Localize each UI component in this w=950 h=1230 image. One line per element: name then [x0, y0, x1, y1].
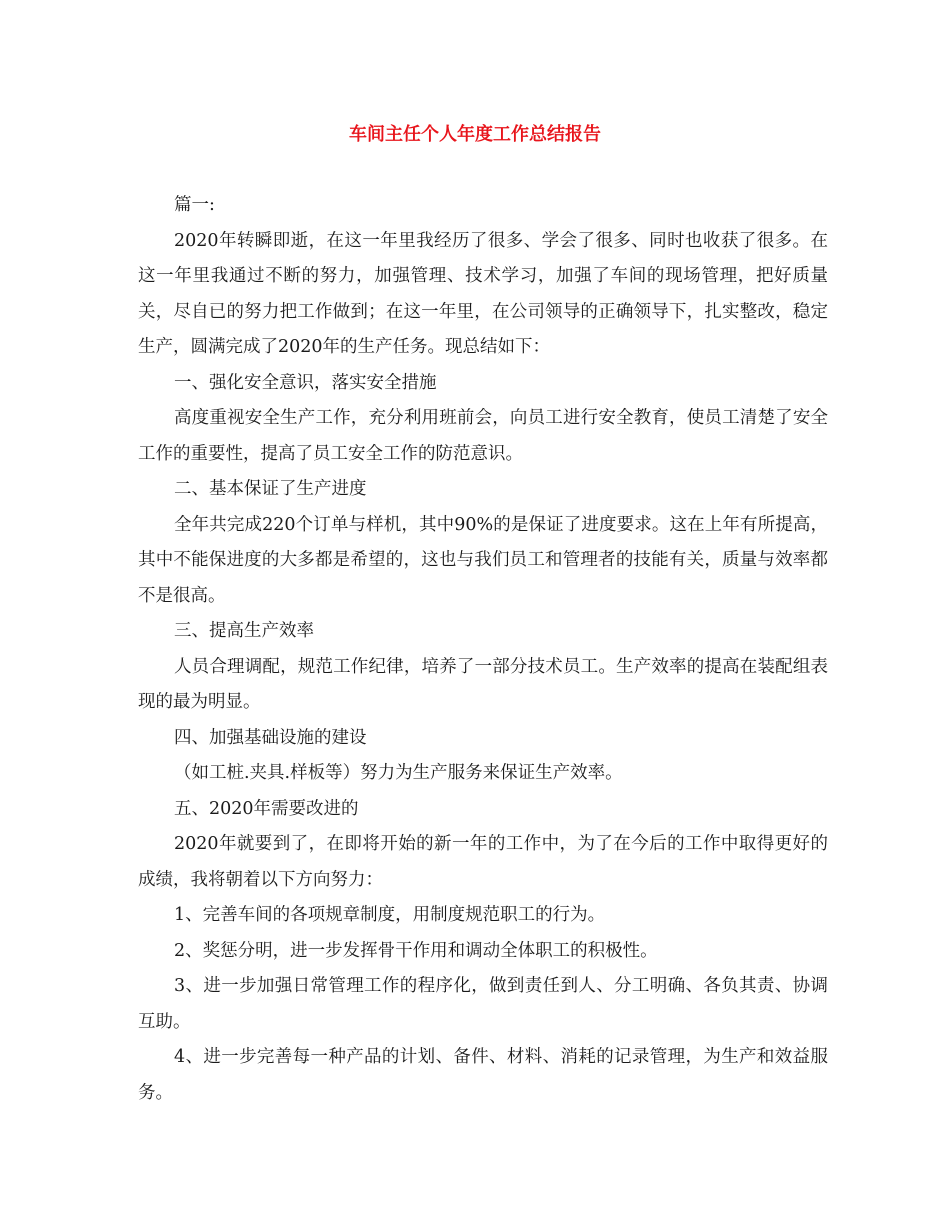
improvement-item-3: 3、进一步加强日常管理工作的程序化，做到责任到人、分工明确、各负其责、协调互助。	[138, 976, 828, 1032]
intro-paragraph: 2020年转瞬即逝，在这一年里我经历了很多、学会了很多、同时也收获了很多。在这一年里我通过不断的努力，加强管理、技术学习，加强了车间的现场管理，把好质量关，尽自已的努力把工作做到；在这一年里，在公司领导的正确领导下，扎实整改，稳定生产，圆满完成了2020年的生产任务。现总结如下：	[138, 230, 828, 357]
section-heading-improvements: 五、2020年需要改进的	[174, 798, 359, 819]
section-heading-safety: 一、强化安全意识，落实安全措施	[174, 372, 437, 393]
section-heading-efficiency: 三、提高生产效率	[174, 621, 314, 641]
infrastructure-paragraph: （如工桩.夹具.样板等）努力为生产服务来保证生产效率。	[174, 763, 623, 783]
document-title: 车间主任个人年度工作总结报告	[349, 124, 601, 145]
document-body	[138, 188, 828, 1111]
improvement-item-4: 4、进一步完善每一种产品的计划、备件、材料、消耗的记录管理，为生产和效益服务。	[138, 1047, 828, 1103]
improvement-item-1: 1、完善车间的各项规章制度，用制度规范职工的行为。	[174, 905, 606, 925]
efficiency-paragraph: 人员合理调配，规范工作纪律，培养了一部分技术员工。生产效率的提高在装配组表现的最为明显。	[138, 656, 828, 712]
section-label: 篇一:	[174, 195, 215, 215]
section-heading-progress: 二、基本保证了生产进度	[174, 479, 367, 499]
improvements-paragraph: 2020年就要到了，在即将开始的新一年的工作中，为了在今后的工作中取得更好的成绩，我将朝着以下方向努力：	[138, 834, 828, 890]
section-heading-infrastructure: 四、加强基础设施的建设	[174, 727, 367, 748]
progress-paragraph: 全年共完成220个订单与样机，其中90%的是保证了进度要求。这在上年有所提高，其中不能保进度的大多都是希望的，这也与我们员工和管理者的技能有关，质量与效率都不是很高。	[138, 514, 828, 606]
safety-paragraph: 高度重视安全生产工作，充分利用班前会，向员工进行安全教育，使员工清楚了安全工作的重要性，提高了员工安全工作的防范意识。	[138, 408, 828, 464]
improvement-item-2: 2、奖惩分明，进一步发挥骨干作用和调动全体职工的积极性。	[174, 940, 658, 961]
